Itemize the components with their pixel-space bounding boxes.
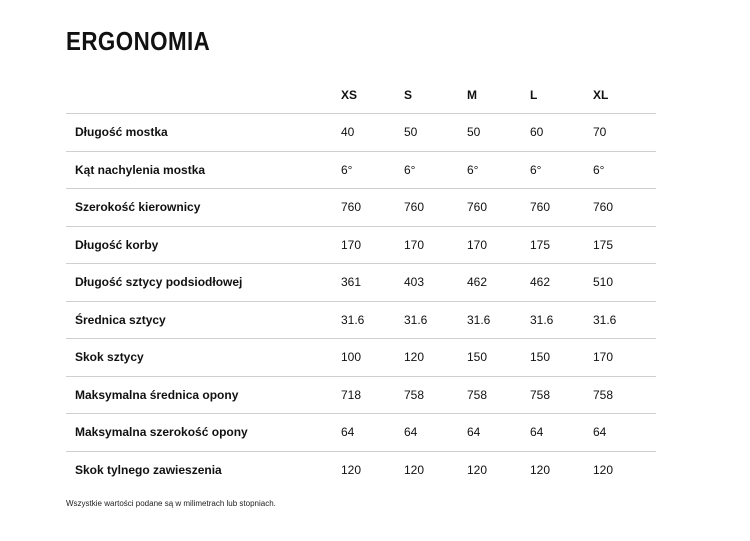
table-cell: 150 xyxy=(467,339,530,377)
table-cell: 120 xyxy=(530,462,551,477)
table-cell: 758 xyxy=(530,376,593,414)
table-row xyxy=(66,339,656,377)
table-cell: 64 xyxy=(467,414,530,452)
table-header-row xyxy=(66,76,656,114)
table-cell: 31.6 xyxy=(530,301,593,339)
table-cell: 50 xyxy=(467,114,530,152)
table-cell: 760 xyxy=(530,189,593,227)
table-cell: 760 xyxy=(593,189,656,227)
table-row xyxy=(66,114,656,152)
ergonomics-table xyxy=(66,76,656,488)
row-label: Skok tylnego zawieszenia xyxy=(75,462,222,477)
table-cell: 50 xyxy=(404,114,467,152)
table-cell: 6° xyxy=(467,151,530,189)
size-header-l: L xyxy=(530,76,593,114)
table-cell: 31.6 xyxy=(341,301,404,339)
page-title: ERGONOMIA xyxy=(66,26,211,56)
table-cell: 64 xyxy=(593,414,656,452)
row-label: Szerokość kierownicy xyxy=(66,189,341,227)
table-cell: 31.6 xyxy=(404,301,467,339)
table-cell: 120 xyxy=(404,339,467,377)
table-cell: 120 xyxy=(341,462,362,477)
table-row xyxy=(66,301,656,339)
size-header-m: M xyxy=(467,76,530,114)
row-label: Długość sztycy podsiodłowej xyxy=(66,264,341,302)
table-cell: 70 xyxy=(593,114,656,152)
table-cell: 403 xyxy=(404,264,467,302)
table-cell: 760 xyxy=(467,189,530,227)
row-label: Długość mostka xyxy=(66,114,341,152)
size-header-s: S xyxy=(404,76,467,114)
table-cell: 64 xyxy=(530,414,593,452)
table-row xyxy=(66,151,656,189)
table-cell: 361 xyxy=(341,264,404,302)
table-cell: 760 xyxy=(404,189,467,227)
table-row xyxy=(66,264,656,302)
table-cell: 462 xyxy=(530,264,593,302)
table-cell: 170 xyxy=(341,226,404,264)
table-cell: 462 xyxy=(467,264,530,302)
table-cell: 31.6 xyxy=(467,301,530,339)
footnote: Wszystkie wartości podane są w milimetrach lub stopniach. xyxy=(66,499,276,508)
table-cell: 6° xyxy=(341,151,404,189)
row-label: Długość korby xyxy=(66,226,341,264)
table-cell: 170 xyxy=(467,226,530,264)
table-cell: 760 xyxy=(341,189,404,227)
row-label: Maksymalna średnica opony xyxy=(66,376,341,414)
table-cell: 6° xyxy=(593,151,656,189)
table-cell: 170 xyxy=(593,339,656,377)
size-header-xs: XS xyxy=(341,76,404,114)
table-cell: 31.6 xyxy=(593,301,656,339)
header-empty-cell xyxy=(66,76,341,114)
table-cell: 758 xyxy=(404,376,467,414)
table-cell: 175 xyxy=(593,226,656,264)
table-cell: 150 xyxy=(530,339,593,377)
table-cell: 170 xyxy=(404,226,467,264)
table-cell: 6° xyxy=(530,151,593,189)
table-cell: 64 xyxy=(404,414,467,452)
table-cell: 120 xyxy=(404,462,425,477)
table-row xyxy=(66,189,656,227)
table-cell: 120 xyxy=(467,462,488,477)
table-cell: 40 xyxy=(341,114,404,152)
table-cell: 64 xyxy=(341,414,404,452)
row-label: Maksymalna szerokość opony xyxy=(66,414,341,452)
table-row xyxy=(66,451,656,488)
table-cell: 100 xyxy=(341,339,404,377)
table-row xyxy=(66,226,656,264)
table-cell: 60 xyxy=(530,114,593,152)
table-row xyxy=(66,414,656,452)
table-cell: 6° xyxy=(404,151,467,189)
table-cell: 510 xyxy=(593,264,656,302)
table-cell: 718 xyxy=(341,376,404,414)
row-label: Średnica sztycy xyxy=(66,301,341,339)
row-label: Skok sztycy xyxy=(66,339,341,377)
size-header-xl: XL xyxy=(593,76,656,114)
row-label: Kąt nachylenia mostka xyxy=(66,151,341,189)
table-cell: 175 xyxy=(530,226,593,264)
table-row xyxy=(66,376,656,414)
table-cell: 758 xyxy=(467,376,530,414)
table-cell: 758 xyxy=(593,376,656,414)
table-cell: 120 xyxy=(593,462,614,477)
